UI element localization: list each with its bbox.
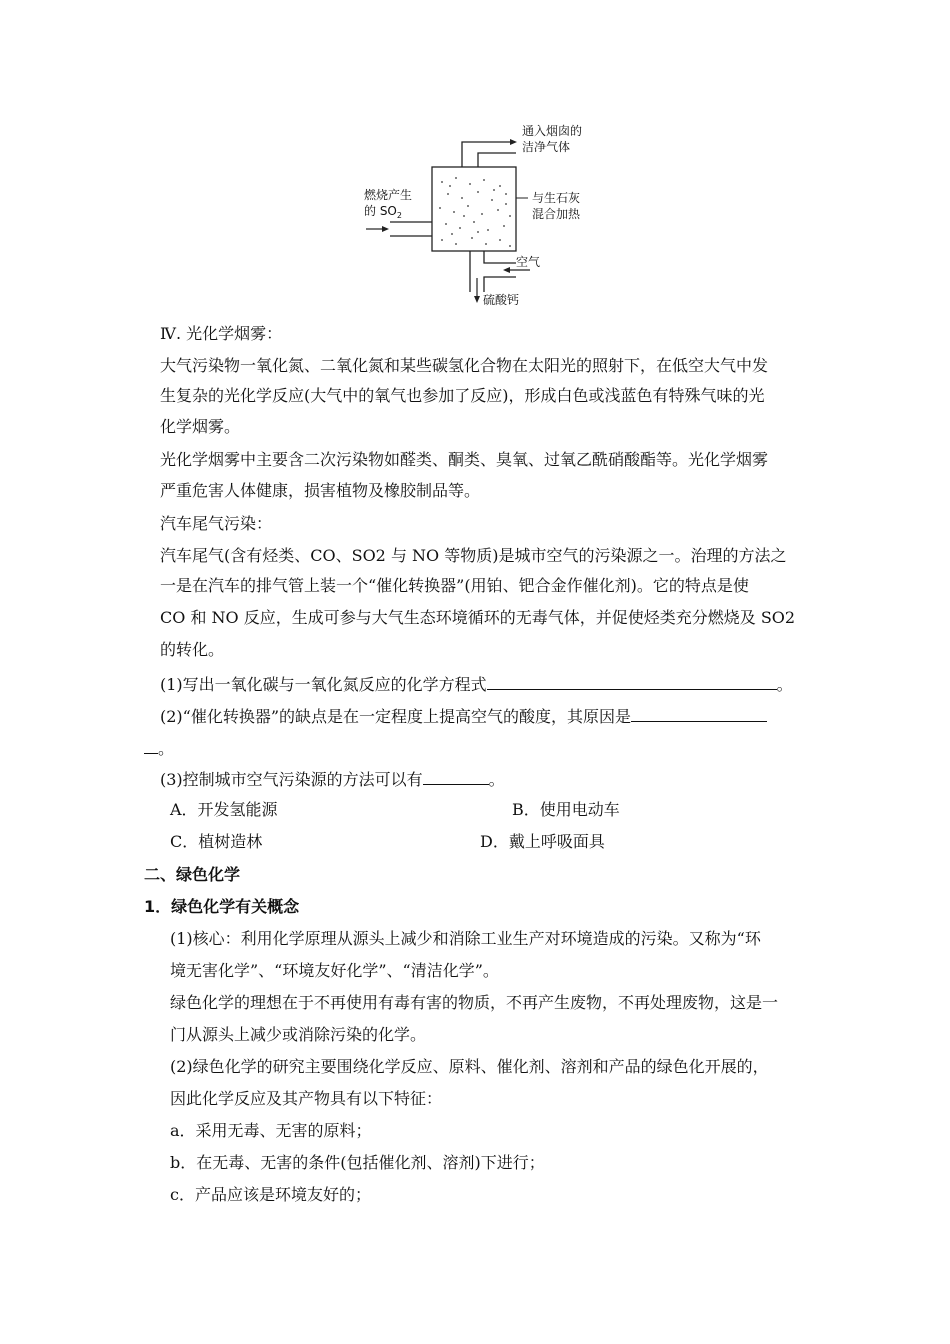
- green-core-line2: 境无害化学”、“环境友好化学”、“清洁化学”。: [170, 961, 499, 980]
- air-pipe-bottom: [484, 277, 516, 292]
- photochemical-para1-line3: 化学烟雾。: [160, 417, 241, 436]
- lime-label-line1: 与生石灰: [532, 191, 581, 205]
- question-3-end: 。: [488, 770, 505, 789]
- option-a[interactable]: A．开发氢能源: [170, 800, 278, 819]
- question-3-text: (3)控制城市空气污染源的方法可以有: [160, 770, 423, 789]
- green-research-line2: 因此化学反应及其产物具有以下特征：: [170, 1089, 443, 1108]
- option-b[interactable]: B．使用电动车: [512, 800, 620, 819]
- green-research-line1: (2)绿色化学的研究主要围绕化学反应、原料、催化剂、溶剂和产品的绿色化开展的，: [170, 1057, 769, 1076]
- photochemical-para2-line2: 严重危害人体健康，损害植物及橡胶制品等。: [160, 481, 481, 500]
- outlet-label-line2: 洁净气体: [522, 140, 571, 154]
- car-exhaust-para-line3: CO 和 NO 反应，生成可参与大气生态环境循环的无毒气体，并促使烃类充分燃烧及 SO2: [160, 608, 796, 627]
- desulfurization-diagram: [360, 120, 600, 312]
- car-exhaust-para-line1: 汽车尾气(含有烃类、CO、SO2 与 NO 等物质)是城市空气的污染源之一。治理的方法之: [160, 546, 787, 565]
- question-2-text: (2)“催化转换器”的缺点是在一定程度上提高空气的酸度，其原因是: [160, 707, 632, 726]
- car-exhaust-heading: 汽车尾气污染：: [160, 514, 273, 533]
- question-3-answer-blank[interactable]: [423, 768, 489, 785]
- air-arrow-head: [503, 267, 510, 273]
- question-1-end: 。: [776, 675, 793, 694]
- photochemical-para1-line2: 生复杂的光化学反应(大气中的氧气也参加了反应)，形成白色或浅蓝色有特殊气味的光: [160, 386, 765, 405]
- question-1: [160, 673, 793, 695]
- apparatus-svg: [360, 120, 600, 312]
- green-chemistry-subheading: 1．绿色化学有关概念: [144, 897, 300, 916]
- reaction-chamber: [432, 167, 516, 251]
- lime-label-line2: 混合加热: [532, 207, 581, 221]
- green-core-line1: (1)核心：利用化学原理从源头上减少和消除工业生产对环境造成的污染。又称为“环: [170, 929, 761, 948]
- question-2-continued: [144, 737, 174, 759]
- green-ideal-line2: 门从源头上减少或消除污染的化学。: [170, 1025, 427, 1044]
- input-label-line2: 的 $SO_2$: [364, 204, 402, 220]
- question-2: [160, 705, 767, 727]
- question-2-answer-blank-cont[interactable]: [144, 737, 158, 754]
- outlet-label-line1: 通入烟囱的: [522, 124, 583, 138]
- question-3: [160, 768, 505, 790]
- green-ideal-line1: 绿色化学的理想在于不再使用有毒有害的物质，不再产生废物，不再处理废物，这是一: [170, 993, 779, 1012]
- air-pipe-top: [484, 251, 516, 263]
- green-chemistry-heading: 二、绿色化学: [144, 865, 241, 884]
- air-label: 空气: [516, 255, 541, 269]
- input-label-line1: 燃烧产生: [364, 188, 413, 202]
- photochemical-para2-line1: 光化学烟雾中主要含二次污染物如醛类、酮类、臭氧、过氧乙酰硝酸酯等。光化学烟雾: [160, 450, 769, 469]
- option-c[interactable]: C．植树造林: [170, 832, 263, 851]
- green-feature-c: c．产品应该是环境友好的；: [170, 1185, 371, 1204]
- product-arrow-head: [474, 296, 480, 303]
- option-d[interactable]: D．戴上呼吸面具: [480, 832, 605, 851]
- outlet-pipe-outer: [462, 142, 490, 167]
- question-2-end: 。: [158, 739, 175, 758]
- question-1-text: (1)写出一氧化碳与一氧化氮反应的化学方程式: [160, 675, 487, 694]
- outlet-pipe-inner: [478, 153, 516, 167]
- question-1-answer-blank[interactable]: [487, 673, 777, 690]
- green-feature-a: a．采用无毒、无害的原料；: [170, 1121, 372, 1140]
- photochemical-para1-line1: 大气污染物一氧化氮、二氧化氮和某些碳氢化合物在太阳光的照射下，在低空大气中发: [160, 356, 769, 375]
- car-exhaust-para-line2: 一是在汽车的排气管上装一个“催化转换器”(用铂、钯合金作催化剂)。它的特点是使: [160, 576, 749, 595]
- inlet-arrow-head: [382, 226, 389, 232]
- outlet-arrow-head: [510, 139, 517, 145]
- photochemical-heading: Ⅳ. 光化学烟雾：: [160, 324, 283, 343]
- product-label: 硫酸钙: [483, 293, 520, 307]
- green-feature-b: b．在无毒、无害的条件(包括催化剂、溶剂)下进行；: [170, 1153, 545, 1172]
- car-exhaust-para-line4: 的转化。: [160, 640, 225, 659]
- question-2-answer-blank[interactable]: [631, 705, 767, 722]
- lime-particles: [439, 177, 511, 247]
